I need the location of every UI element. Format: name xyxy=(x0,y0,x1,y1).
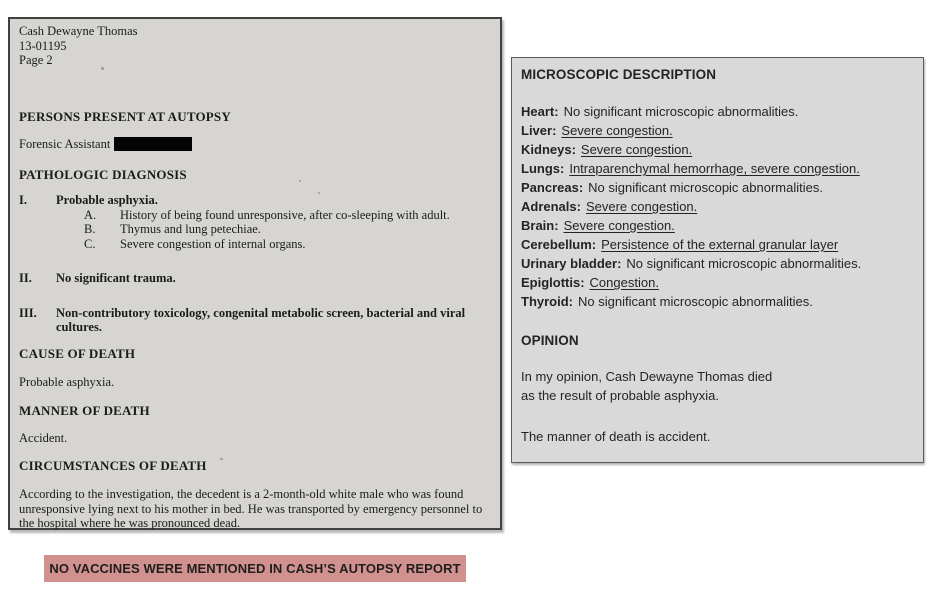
organ-row-kidneys xyxy=(521,140,913,159)
organ-finding: No significant microscopic abnormalities. xyxy=(588,180,823,195)
page-number: Page 2 xyxy=(19,53,53,67)
section-title-cause-of-death: CAUSE OF DEATH xyxy=(19,345,136,361)
organ-findings-list xyxy=(521,102,913,311)
organ-finding: Severe congestion. xyxy=(561,123,673,138)
subitem-letter: A. xyxy=(84,207,97,222)
organ-name: Kidneys: xyxy=(521,142,576,157)
microscopic-description-panel xyxy=(511,57,924,463)
opinion-manner-line: The manner of death is accident. xyxy=(521,429,711,444)
organ-row-cerebellum xyxy=(521,235,913,254)
organ-finding: No significant microscopic abnormalities. xyxy=(578,294,813,309)
organ-name: Adrenals: xyxy=(521,199,581,214)
organ-name: Cerebellum: xyxy=(521,237,597,252)
organ-name: Lungs: xyxy=(521,161,565,176)
decedent-name: Cash Dewayne Thomas xyxy=(19,24,138,38)
subitem-text: Thymus and lung petechiae. xyxy=(120,222,261,236)
section-title-circumstances: CIRCUMSTANCES OF DEATH xyxy=(19,457,207,473)
organ-finding: Congestion. xyxy=(589,275,659,290)
panel-title-microscopic: MICROSCOPIC DESCRIPTION xyxy=(521,67,717,82)
section-title-pathologic-diagnosis: PATHOLOGIC DIAGNOSIS xyxy=(19,166,187,182)
diagnosis-numeral: I. xyxy=(19,193,27,207)
autopsy-report-page xyxy=(8,17,502,530)
opinion-line-2: as the result of probable asphyxia. xyxy=(521,388,720,403)
organ-name: Brain: xyxy=(521,218,559,233)
subitem-text: History of being found unresponsive, after co-sleeping with adult. xyxy=(120,207,450,222)
organ-finding: Intraparenchymal hemorrhage, severe congestion. xyxy=(569,161,860,176)
diagnosis-numeral: II. xyxy=(19,271,32,285)
scan-speck xyxy=(299,180,301,182)
subitem-letter: B. xyxy=(84,222,96,236)
organ-row-brain xyxy=(521,216,913,235)
redaction-bar xyxy=(114,137,192,151)
section-title-manner-of-death: MANNER OF DEATH xyxy=(19,402,150,418)
organ-finding: Severe congestion. xyxy=(563,218,675,233)
organ-name: Heart: xyxy=(521,104,559,119)
organ-finding: Persistence of the external granular layer xyxy=(601,237,839,252)
organ-finding: No significant microscopic abnormalities. xyxy=(563,104,799,119)
scan-speck xyxy=(220,458,223,460)
diagnosis-subitem-1a xyxy=(84,208,488,223)
diagnosis-subitem-1c xyxy=(84,237,488,252)
diagnosis-item-1 xyxy=(19,193,488,208)
diagnosis-subitem-1b xyxy=(84,222,488,237)
organ-finding: No significant microscopic abnormalities. xyxy=(626,256,862,271)
organ-name: Pancreas: xyxy=(521,180,584,195)
subitem-text: Severe congestion of internal organs. xyxy=(120,236,306,251)
circumstances-paragraph: According to the investigation, the decedent is a 2-month-old white male who was found unresponsive lying next to his mother in bed. He was transported by emergency personnel to the hospital where he was pronounced dead. xyxy=(19,487,483,530)
diagnosis-numeral: III. xyxy=(19,305,37,320)
opinion-line-1: In my opinion, Cash Dewayne Thomas died xyxy=(521,369,773,384)
organ-name: Epiglottis: xyxy=(521,275,585,290)
diagnosis-item-2 xyxy=(19,271,488,286)
case-number: 13-01195 xyxy=(19,38,67,53)
banner-text: NO VACCINES WERE MENTIONED IN CASH’S AUTOPSY REPORT xyxy=(49,561,461,576)
organ-row-liver xyxy=(521,121,913,140)
section-title-persons-present: PERSONS PRESENT AT AUTOPSY xyxy=(19,108,231,124)
cause-of-death-text: Probable asphyxia. xyxy=(19,375,115,389)
attendee-role: Forensic Assistant xyxy=(19,137,111,151)
panel-title-opinion: OPINION xyxy=(521,333,579,348)
organ-row-epiglottis xyxy=(521,273,913,292)
organ-row-pancreas xyxy=(521,178,913,197)
organ-finding: Severe congestion. xyxy=(580,142,693,157)
scan-speck xyxy=(318,192,320,194)
organ-row-heart xyxy=(521,102,913,121)
scan-speck xyxy=(101,67,104,70)
diagnosis-text: Non-contributory toxicology, congenital metabolic screen, bacterial and viral cultures. xyxy=(56,305,466,334)
diagnosis-text: No significant trauma. xyxy=(56,271,176,285)
organ-name: Liver: xyxy=(521,123,557,138)
organ-finding: Severe congestion. xyxy=(585,199,698,214)
organ-name: Urinary bladder: xyxy=(521,256,622,271)
manner-of-death-text: Accident. xyxy=(19,431,68,445)
diagnosis-item-3 xyxy=(19,306,488,335)
organ-row-adrenals xyxy=(521,197,913,216)
no-vaccines-banner xyxy=(44,555,466,582)
organ-row-thyroid xyxy=(521,292,913,311)
organ-row-urinary-bladder xyxy=(521,254,913,273)
organ-name: Thyroid: xyxy=(521,294,573,309)
subitem-letter: C. xyxy=(84,236,96,251)
organ-row-lungs xyxy=(521,159,913,178)
attendee-line xyxy=(19,137,488,152)
diagnosis-text: Probable asphyxia. xyxy=(56,193,158,207)
